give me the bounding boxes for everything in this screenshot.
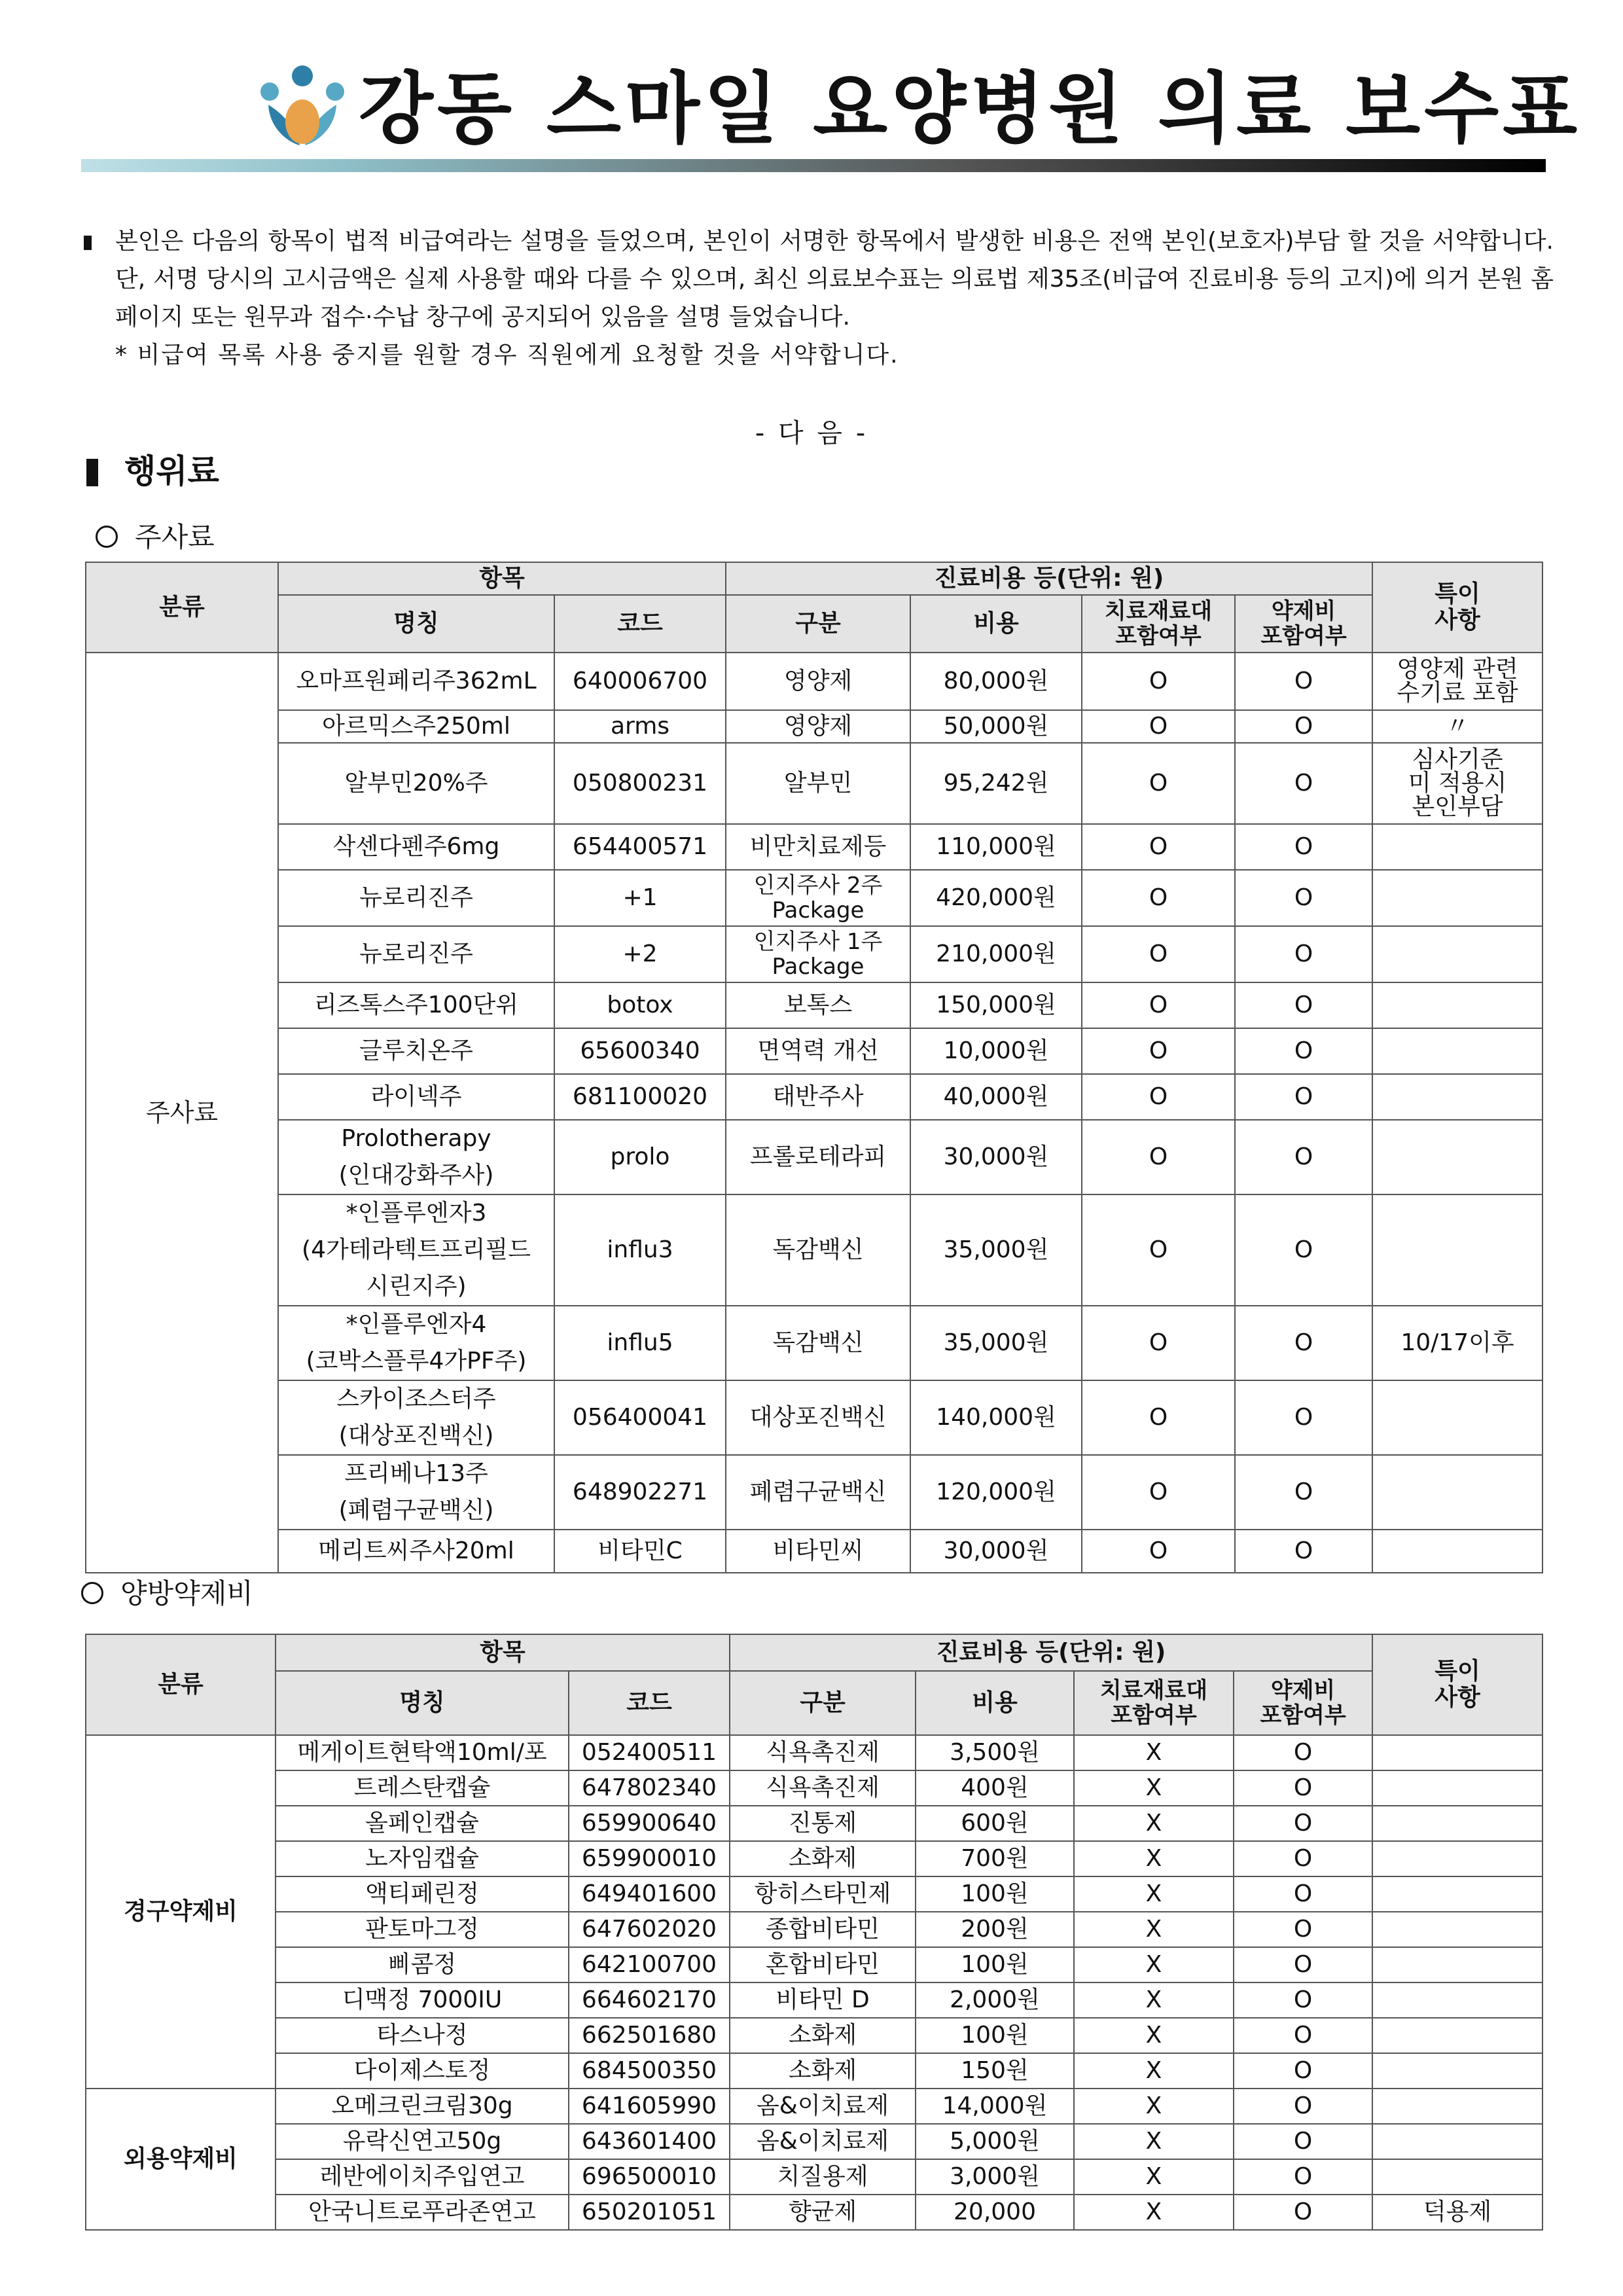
circle-bullet-icon xyxy=(81,1582,103,1604)
cost-cell: 30,000원 xyxy=(910,1120,1082,1194)
header-name: 명칭 xyxy=(278,595,554,653)
table-row xyxy=(86,1912,1543,1947)
drug-cell: O xyxy=(1235,824,1372,870)
name-cell: 메게이트현탁액10ml/포 xyxy=(276,1735,569,1770)
name-cell: 디맥정 7000IU xyxy=(276,1982,569,2018)
note-cell xyxy=(1372,1194,1543,1306)
drug-cell: O xyxy=(1235,1380,1372,1455)
material-cell: X xyxy=(1074,2124,1234,2159)
name-cell: 삐콤정 xyxy=(276,1947,569,1982)
cost-cell: 150,000원 xyxy=(910,982,1082,1028)
note-cell xyxy=(1372,2018,1543,2053)
material-cell: X xyxy=(1074,1770,1234,1806)
note-cell xyxy=(1372,1841,1543,1876)
drug-cell: O xyxy=(1235,1028,1372,1074)
code-cell: prolo xyxy=(554,1120,726,1194)
table-row xyxy=(86,1735,1543,1770)
code-cell: 052400511 xyxy=(569,1735,730,1770)
table-row xyxy=(86,2159,1543,2195)
material-cell: X xyxy=(1074,1982,1234,2018)
drug-cell: O xyxy=(1234,1735,1372,1770)
header-type: 구분 xyxy=(730,1671,916,1735)
section-square-icon xyxy=(86,459,98,486)
table-row xyxy=(86,2053,1543,2089)
name-cell: 오마프원페리주362mL xyxy=(278,653,554,710)
category-cell: 외용약제비 xyxy=(86,2089,276,2230)
table-row xyxy=(86,1841,1543,1876)
material-cell: X xyxy=(1074,2053,1234,2089)
drug-cell: O xyxy=(1234,2089,1372,2124)
table-row xyxy=(86,2195,1543,2230)
material-cell: X xyxy=(1074,1912,1234,1947)
note-cell: 〃 xyxy=(1372,710,1543,743)
material-cell: X xyxy=(1074,2018,1234,2053)
name-cell: Prolotherapy (인대강화주사) xyxy=(278,1120,554,1194)
cost-cell: 3,000원 xyxy=(916,2159,1074,2195)
name-cell: 아르믹스주250ml xyxy=(278,710,554,743)
header-category: 분류 xyxy=(86,1634,276,1735)
name-cell: 판토마그정 xyxy=(276,1912,569,1947)
name-cell: 오메크린크림30g xyxy=(276,2089,569,2124)
header-drug: 약제비 포함여부 xyxy=(1235,595,1372,653)
cost-cell: 600원 xyxy=(916,1806,1074,1841)
table-row xyxy=(86,1380,1543,1455)
cost-cell: 140,000원 xyxy=(910,1380,1082,1455)
cost-cell: 35,000원 xyxy=(910,1194,1082,1306)
name-cell: 라이넥주 xyxy=(278,1074,554,1120)
name-cell: 올페인캡슐 xyxy=(276,1806,569,1841)
type-cell: 면역력 개선 xyxy=(726,1028,910,1074)
name-cell: 삭센다펜주6mg xyxy=(278,824,554,870)
drug-cell: O xyxy=(1235,1194,1372,1306)
note-cell xyxy=(1372,1074,1543,1120)
code-cell: 65600340 xyxy=(554,1028,726,1074)
material-cell: O xyxy=(1082,1194,1235,1306)
drug-cell: O xyxy=(1235,870,1372,926)
type-cell: 알부민 xyxy=(726,743,910,824)
material-cell: O xyxy=(1082,743,1235,824)
note-cell xyxy=(1372,824,1543,870)
drug-cell: O xyxy=(1235,982,1372,1028)
note-cell xyxy=(1372,2089,1543,2124)
drug-cell: O xyxy=(1234,1947,1372,1982)
type-cell: 식욕촉진제 xyxy=(730,1735,916,1770)
code-cell: 642100700 xyxy=(569,1947,730,1982)
injection-fee-table xyxy=(85,562,1543,1573)
note-cell: 영양제 관련 수기료 포함 xyxy=(1372,653,1543,710)
material-cell: O xyxy=(1082,1455,1235,1530)
table-row xyxy=(86,1770,1543,1806)
name-cell: *인플루엔자4 (코박스플루4가PF주) xyxy=(278,1306,554,1380)
name-cell: 레반에이치주입연고 xyxy=(276,2159,569,2195)
type-cell: 식욕촉진제 xyxy=(730,1770,916,1806)
cost-cell: 80,000원 xyxy=(910,653,1082,710)
type-cell: 영양제 xyxy=(726,653,910,710)
code-cell: 649401600 xyxy=(569,1876,730,1912)
note-cell xyxy=(1372,1876,1543,1912)
cost-cell: 100원 xyxy=(916,1876,1074,1912)
cost-cell: 35,000원 xyxy=(910,1306,1082,1380)
note-cell xyxy=(1372,2053,1543,2089)
drug-cell: O xyxy=(1234,1912,1372,1947)
table-row xyxy=(86,2018,1543,2053)
table-row xyxy=(86,1947,1543,1982)
table-row xyxy=(86,824,1543,870)
code-cell: 643601400 xyxy=(569,2124,730,2159)
name-cell: *인플루엔자3 (4가테라텍트프리필드 시린지주) xyxy=(278,1194,554,1306)
drug-cell: O xyxy=(1235,1074,1372,1120)
drug-cell: O xyxy=(1234,2195,1372,2230)
drug-cell: O xyxy=(1235,926,1372,982)
table-row xyxy=(86,1194,1543,1306)
header-item-group: 항목 xyxy=(276,1634,730,1671)
note-cell: 심사기준 미 적용시 본인부담 xyxy=(1372,743,1543,824)
type-cell: 폐렴구균백신 xyxy=(726,1455,910,1530)
header-type: 구분 xyxy=(726,595,910,653)
table-row xyxy=(86,982,1543,1028)
table-row xyxy=(86,1455,1543,1530)
code-cell: 648902271 xyxy=(554,1455,726,1530)
code-cell: 659900010 xyxy=(569,1841,730,1876)
code-cell: 664602170 xyxy=(569,1982,730,2018)
note-cell xyxy=(1372,1770,1543,1806)
table-row xyxy=(86,1982,1543,2018)
code-cell: 640006700 xyxy=(554,653,726,710)
type-cell: 인지주사 1주 Package xyxy=(726,926,910,982)
header-code: 코드 xyxy=(554,595,726,653)
drug-cell: O xyxy=(1234,2053,1372,2089)
code-cell: 비타민C xyxy=(554,1530,726,1573)
code-cell: 654400571 xyxy=(554,824,726,870)
cost-cell: 20,000 xyxy=(916,2195,1074,2230)
consent-paragraph: 본인은 다음의 항목이 법적 비급여라는 설명을 들었으며, 본인이 서명한 항목에서 발생한 비용은 전액 본인(보호자)부담 할 것을 서약합니다. 단, 서명 당시의 고시금액은 실제 사용할 때와 다를 수 있으며, 최신 의료보수표는 의료법 제35조(비급여 진료비용 등의 고지)에 의거 본원 홈페이지 또는 원무과 접수·수납 창구에 공지되어 있음을 설명 들었습니다. xyxy=(115,228,1554,331)
note-cell xyxy=(1372,1455,1543,1530)
note-cell xyxy=(1372,1735,1543,1770)
page-title: 강동 스마일 요양병원 의료 보수표 xyxy=(359,63,1582,154)
cost-cell: 10,000원 xyxy=(910,1028,1082,1074)
cost-cell: 700원 xyxy=(916,1841,1074,1876)
cost-cell: 120,000원 xyxy=(910,1455,1082,1530)
header-note: 특이 사항 xyxy=(1372,1634,1543,1735)
material-cell: X xyxy=(1074,1735,1234,1770)
name-cell: 프리베나13주 (폐렴구균백신) xyxy=(278,1455,554,1530)
drug-cell: O xyxy=(1234,2018,1372,2053)
drug-cell: O xyxy=(1235,710,1372,743)
code-cell: 684500350 xyxy=(569,2053,730,2089)
code-cell: +2 xyxy=(554,926,726,982)
note-cell: 덕용제 xyxy=(1372,2195,1543,2230)
note-cell xyxy=(1372,1380,1543,1455)
type-cell: 독감백신 xyxy=(726,1194,910,1306)
header-name: 명칭 xyxy=(276,1671,569,1735)
hospital-logo-icon xyxy=(257,64,348,151)
type-cell: 소화제 xyxy=(730,1841,916,1876)
type-cell: 진통제 xyxy=(730,1806,916,1841)
type-cell: 향균제 xyxy=(730,2195,916,2230)
name-cell: 뉴로리진주 xyxy=(278,926,554,982)
cost-cell: 200원 xyxy=(916,1912,1074,1947)
material-cell: X xyxy=(1074,1806,1234,1841)
cost-cell: 3,500원 xyxy=(916,1735,1074,1770)
material-cell: X xyxy=(1074,2195,1234,2230)
cost-cell: 100원 xyxy=(916,1947,1074,1982)
material-cell: O xyxy=(1082,710,1235,743)
table-row xyxy=(86,1074,1543,1120)
category-cell: 경구약제비 xyxy=(86,1735,276,2089)
note-cell xyxy=(1372,1806,1543,1841)
table-row xyxy=(86,1120,1543,1194)
cost-cell: 30,000원 xyxy=(910,1530,1082,1573)
drug-cell: O xyxy=(1234,1982,1372,2018)
header-item-group: 항목 xyxy=(278,562,726,595)
material-cell: O xyxy=(1082,1380,1235,1455)
table-row xyxy=(86,710,1543,743)
header-cost-group: 진료비용 등(단위: 원) xyxy=(730,1634,1372,1671)
note-cell xyxy=(1372,1982,1543,2018)
drug-cell: O xyxy=(1234,2124,1372,2159)
material-cell: X xyxy=(1074,1876,1234,1912)
type-cell: 인지주사 2주 Package xyxy=(726,870,910,926)
header-material: 치료재료대 포함여부 xyxy=(1082,595,1235,653)
cost-cell: 5,000원 xyxy=(916,2124,1074,2159)
code-cell: 696500010 xyxy=(569,2159,730,2195)
title-underline-bar xyxy=(81,159,1546,172)
name-cell: 알부민20%주 xyxy=(278,743,554,824)
drug-cell: O xyxy=(1235,743,1372,824)
type-cell: 비만치료제등 xyxy=(726,824,910,870)
type-cell: 태반주사 xyxy=(726,1074,910,1120)
header-note: 특이 사항 xyxy=(1372,562,1543,653)
material-cell: O xyxy=(1082,1120,1235,1194)
header-cost-group: 진료비용 등(단위: 원) xyxy=(726,562,1372,595)
name-cell: 리즈톡스주100단위 xyxy=(278,982,554,1028)
code-cell: 050800231 xyxy=(554,743,726,824)
drug-cell: O xyxy=(1234,1841,1372,1876)
name-cell: 메리트씨주사20ml xyxy=(278,1530,554,1573)
cost-cell: 400원 xyxy=(916,1770,1074,1806)
note-cell xyxy=(1372,1530,1543,1573)
cost-cell: 420,000원 xyxy=(910,870,1082,926)
code-cell: influ3 xyxy=(554,1194,726,1306)
note-cell xyxy=(1372,870,1543,926)
note-cell xyxy=(1372,982,1543,1028)
cost-cell: 110,000원 xyxy=(910,824,1082,870)
type-cell: 프롤로테라피 xyxy=(726,1120,910,1194)
header-code: 코드 xyxy=(569,1671,730,1735)
material-cell: O xyxy=(1082,1530,1235,1573)
code-cell: influ5 xyxy=(554,1306,726,1380)
medicine-fee-table xyxy=(85,1634,1543,2231)
code-cell: +1 xyxy=(554,870,726,926)
center-mark: - 다 음 - xyxy=(755,418,868,448)
code-cell: 641605990 xyxy=(569,2089,730,2124)
material-cell: O xyxy=(1082,870,1235,926)
type-cell: 비타민씨 xyxy=(726,1530,910,1573)
code-cell: 662501680 xyxy=(569,2018,730,2053)
material-cell: X xyxy=(1074,1841,1234,1876)
drug-cell: O xyxy=(1234,2159,1372,2195)
table-row xyxy=(86,1876,1543,1912)
table-row xyxy=(86,2124,1543,2159)
name-cell: 액티페린정 xyxy=(276,1876,569,1912)
name-cell: 타스나정 xyxy=(276,2018,569,2053)
table-row xyxy=(86,2089,1543,2124)
consent-statement xyxy=(81,223,1554,374)
table-row xyxy=(86,870,1543,926)
material-cell: O xyxy=(1082,982,1235,1028)
table-row xyxy=(86,1028,1543,1074)
code-cell: botox xyxy=(554,982,726,1028)
header-cost: 비용 xyxy=(910,595,1082,653)
category-cell: 주사료 xyxy=(86,653,278,1573)
drug-cell: O xyxy=(1235,1530,1372,1573)
header-cost: 비용 xyxy=(916,1671,1074,1735)
name-cell: 스카이조스터주 (대상포진백신) xyxy=(278,1380,554,1455)
cost-cell: 150원 xyxy=(916,2053,1074,2089)
header-category: 분류 xyxy=(86,562,278,653)
note-cell xyxy=(1372,926,1543,982)
drug-cell: O xyxy=(1235,1455,1372,1530)
cost-cell: 100원 xyxy=(916,2018,1074,2053)
code-cell: 659900640 xyxy=(569,1806,730,1841)
note-cell xyxy=(1372,1120,1543,1194)
code-cell: 647802340 xyxy=(569,1770,730,1806)
code-cell: 647602020 xyxy=(569,1912,730,1947)
subsection-title-medicine: 양방약제비 xyxy=(81,1572,253,1611)
table-header xyxy=(86,1634,1543,1735)
header-material: 치료재료대 포함여부 xyxy=(1074,1671,1234,1735)
type-cell: 독감백신 xyxy=(726,1306,910,1380)
type-cell: 종합비타민 xyxy=(730,1912,916,1947)
table-row xyxy=(86,743,1543,824)
name-cell: 노자임캡슐 xyxy=(276,1841,569,1876)
drug-cell: O xyxy=(1234,1876,1372,1912)
cost-cell: 14,000원 xyxy=(916,2089,1074,2124)
type-cell: 항히스타민제 xyxy=(730,1876,916,1912)
name-cell: 트레스탄캡슐 xyxy=(276,1770,569,1806)
note-cell xyxy=(1372,1028,1543,1074)
drug-cell: O xyxy=(1234,1770,1372,1806)
material-cell: O xyxy=(1082,1306,1235,1380)
circle-bullet-icon xyxy=(96,526,118,548)
type-cell: 소화제 xyxy=(730,2018,916,2053)
drug-cell: O xyxy=(1235,1306,1372,1380)
header-drug: 약제비 포함여부 xyxy=(1234,1671,1372,1735)
code-cell: 056400041 xyxy=(554,1380,726,1455)
note-cell xyxy=(1372,2124,1543,2159)
material-cell: O xyxy=(1082,824,1235,870)
table-row xyxy=(86,653,1543,710)
material-cell: O xyxy=(1082,653,1235,710)
material-cell: O xyxy=(1082,926,1235,982)
code-cell: arms xyxy=(554,710,726,743)
note-cell xyxy=(1372,1947,1543,1982)
table-header xyxy=(86,562,1543,653)
cost-cell: 40,000원 xyxy=(910,1074,1082,1120)
type-cell: 비타민 D xyxy=(730,1982,916,2018)
name-cell: 뉴로리진주 xyxy=(278,870,554,926)
note-cell xyxy=(1372,1912,1543,1947)
subsection-title-injection: 주사료 xyxy=(96,516,215,555)
consent-note: * 비급여 목록 사용 중지를 원할 경우 직원에게 요청할 것을 서약합니다. xyxy=(115,342,899,368)
cost-cell: 95,242원 xyxy=(910,743,1082,824)
cost-cell: 50,000원 xyxy=(910,710,1082,743)
type-cell: 혼합비타민 xyxy=(730,1947,916,1982)
table-row xyxy=(86,926,1543,982)
type-cell: 소화제 xyxy=(730,2053,916,2089)
cost-cell: 210,000원 xyxy=(910,926,1082,982)
note-cell xyxy=(1372,2159,1543,2195)
name-cell: 다이제스토정 xyxy=(276,2053,569,2089)
table-row xyxy=(86,1306,1543,1380)
name-cell: 글루치온주 xyxy=(278,1028,554,1074)
material-cell: X xyxy=(1074,2159,1234,2195)
drug-cell: O xyxy=(1235,653,1372,710)
section-title: 행위료 xyxy=(86,445,219,492)
material-cell: X xyxy=(1074,2089,1234,2124)
type-cell: 치질용제 xyxy=(730,2159,916,2195)
name-cell: 유락신연고50g xyxy=(276,2124,569,2159)
type-cell: 영양제 xyxy=(726,710,910,743)
type-cell: 옴&이치료제 xyxy=(730,2124,916,2159)
table-row xyxy=(86,1806,1543,1841)
material-cell: X xyxy=(1074,1947,1234,1982)
material-cell: O xyxy=(1082,1028,1235,1074)
document-header xyxy=(0,58,1623,156)
drug-cell: O xyxy=(1234,1806,1372,1841)
type-cell: 옴&이치료제 xyxy=(730,2089,916,2124)
material-cell: O xyxy=(1082,1074,1235,1120)
type-cell: 보톡스 xyxy=(726,982,910,1028)
name-cell: 안국니트로푸라존연고 xyxy=(276,2195,569,2230)
code-cell: 650201051 xyxy=(569,2195,730,2230)
cost-cell: 2,000원 xyxy=(916,1982,1074,2018)
drug-cell: O xyxy=(1235,1120,1372,1194)
table-row xyxy=(86,1530,1543,1573)
type-cell: 대상포진백신 xyxy=(726,1380,910,1455)
code-cell: 681100020 xyxy=(554,1074,726,1120)
note-cell: 10/17이후 xyxy=(1372,1306,1543,1380)
bullet-square-icon xyxy=(84,236,92,250)
